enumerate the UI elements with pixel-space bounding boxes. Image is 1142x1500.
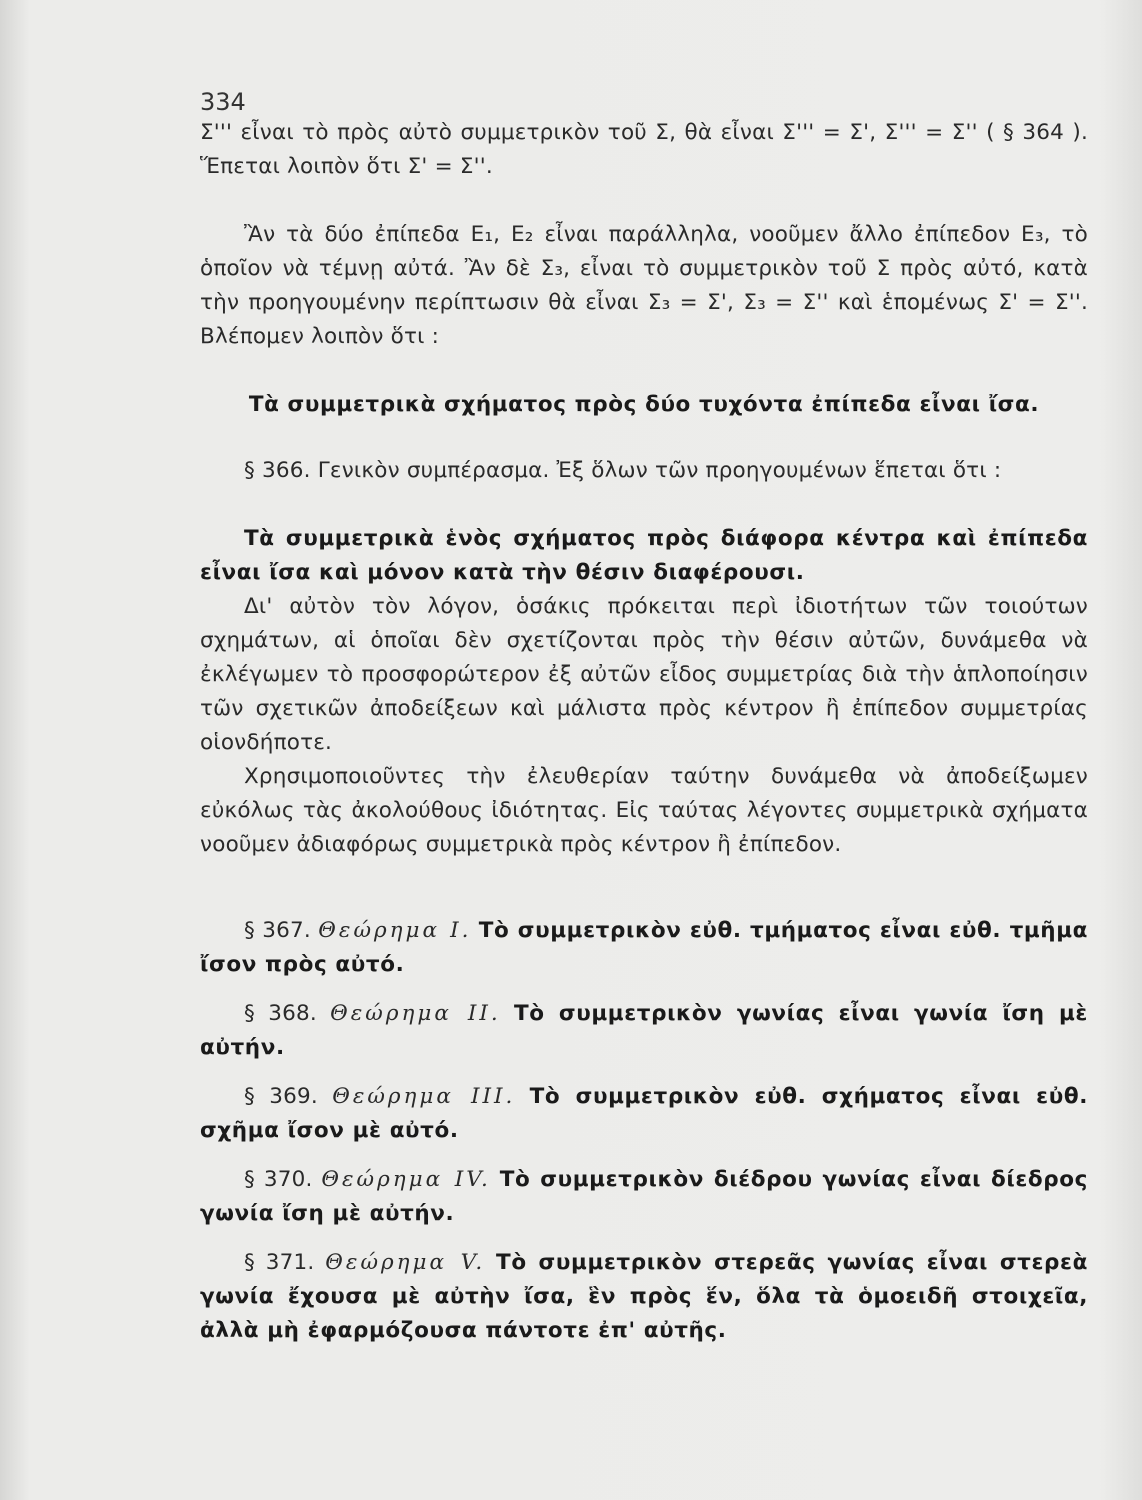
theorem-number: § 370. (244, 1167, 313, 1192)
theorem-text: Τὸ συμμετρικὸν διέδρου γωνίας εἶναι δίεδρος γωνία ἴση μὲ αὐτήν. (200, 1167, 1088, 1226)
theorem-368 (200, 997, 1088, 1065)
theorem-number: § 368. (244, 1001, 317, 1026)
theorem-text: Τὸ συμμετρικὸν γωνίας εἶναι γωνία ἴση μὲ αὐτήν. (200, 1001, 1088, 1060)
section-number: § 366. (244, 458, 311, 483)
theorem-label: Θεώρημα IV. (321, 1167, 491, 1192)
theorem-text: Τὸ συμμετρικὸν εὐθ. τμήματος εἶναι εὐθ. τμῆμα ἴσον πρὸς αὐτό. (200, 918, 1089, 977)
theorem-text: Τὸ συμμετρικὸν εὐθ. σχήματος εἶναι εὐθ. σχῆμα ἴσον μὲ αὐτό. (200, 1084, 1088, 1143)
theorem-label: Θεώρημα II. (330, 1001, 501, 1026)
statement-1: Τὰ συμμετρικὰ σχήματος πρὸς δύο τυχόντα ἐπίπεδα εἶναι ἴσα. (248, 392, 1040, 417)
theorem-369 (200, 1080, 1088, 1148)
theorem-number: § 369. (244, 1084, 318, 1109)
paragraph-4: Χρησιμοποιοῦντες τὴν ἐλευθερίαν ταύτην δυνάμεθα νὰ ἀποδείξωμεν εὐκόλως τὰς ἀκολούθους ἰδιότητας. Εἰς ταύτας λέγοντες συμμετρικὰ σχήματα νοοῦμεν ἀδιαφόρως συμμετρικὰ πρὸς κέντρον ἢ ἐπίπεδον. (200, 764, 1088, 857)
page-number: 334 (200, 88, 246, 116)
theorem-371 (200, 1246, 1088, 1348)
theorem-367 (200, 914, 1088, 982)
theorem-number: § 367. (244, 918, 311, 943)
paragraph-2: Ἂν τὰ δύο ἐπίπεδα E₁, E₂ εἶναι παράλληλα, νοοῦμεν ἄλλο ἐπίπεδον E₃, τὸ ὁποῖον νὰ τέμνῃ αὐτά. Ἂν δὲ Σ₃, εἶναι τὸ συμμετρικὸν τοῦ Σ πρὸς αὐτό, κατὰ τὴν προηγουμένην περίπτωσιν θὰ εἶναι Σ₃ = Σ', Σ₃ = Σ'' καὶ ἑπομένως Σ' = Σ''. Βλέπομεν λοιπὸν ὅτι : (200, 222, 1088, 349)
theorem-370 (200, 1163, 1088, 1231)
theorem-number: § 371. (244, 1250, 315, 1275)
section-366 (200, 454, 1088, 488)
theorem-text: Τὸ συμμετρικὸν στερεᾶς γωνίας εἶναι στερεὰ γωνία ἔχουσα μὲ αὐτὴν ἴσα, ἓν πρὸς ἕν, ὅλα τὰ ὁμοειδῆ στοιχεῖα, ἀλλὰ μὴ ἐφαρμόζουσα πάντοτε ἐπ' αὐτῆς. (200, 1250, 1088, 1343)
statement-2: Τὰ συμμετρικὰ ἑνὸς σχήματος πρὸς διάφορα κέντρα καὶ ἐπίπεδα εἶναι ἴσα καὶ μόνον κατὰ τὴν θέσιν διαφέρουσι. (200, 526, 1088, 585)
theorem-label: Θεώρημα I. (318, 918, 472, 943)
paragraph-3: Δι' αὐτὸν τὸν λόγον, ὁσάκις πρόκειται περὶ ἰδιοτήτων τῶν τοιούτων σχημάτων, αἱ ὁποῖαι δὲν σχετίζονται πρὸς τὴν θέσιν αὐτῶν, δυνάμεθα νὰ ἐκλέγωμεν τὸ προσφορώτερον ἐξ αὐτῶν εἶδος συμμετρίας διὰ τὴν ἁπλοποίησιν τῶν σχετικῶν ἀποδείξεων καὶ μάλιστα πρὸς κέντρον ἢ ἐπίπεδον συμμετρίας οἱονδήποτε. (200, 594, 1088, 755)
theorem-label: Θεώρημα III. (332, 1084, 516, 1109)
section-text: Γενικὸν συμπέρασμα. Ἐξ ὅλων τῶν προηγουμένων ἕπεται ὅτι : (317, 458, 1002, 483)
paragraph-1: Σ''' εἶναι τὸ πρὸς αὐτὸ συμμετρικὸν τοῦ Σ, θὰ εἶναι Σ''' = Σ', Σ''' = Σ'' ( § 364 ). Ἕπεται λοιπὸν ὅτι Σ' = Σ''. (200, 120, 1088, 179)
theorem-label: Θεώρημα V. (325, 1250, 486, 1275)
